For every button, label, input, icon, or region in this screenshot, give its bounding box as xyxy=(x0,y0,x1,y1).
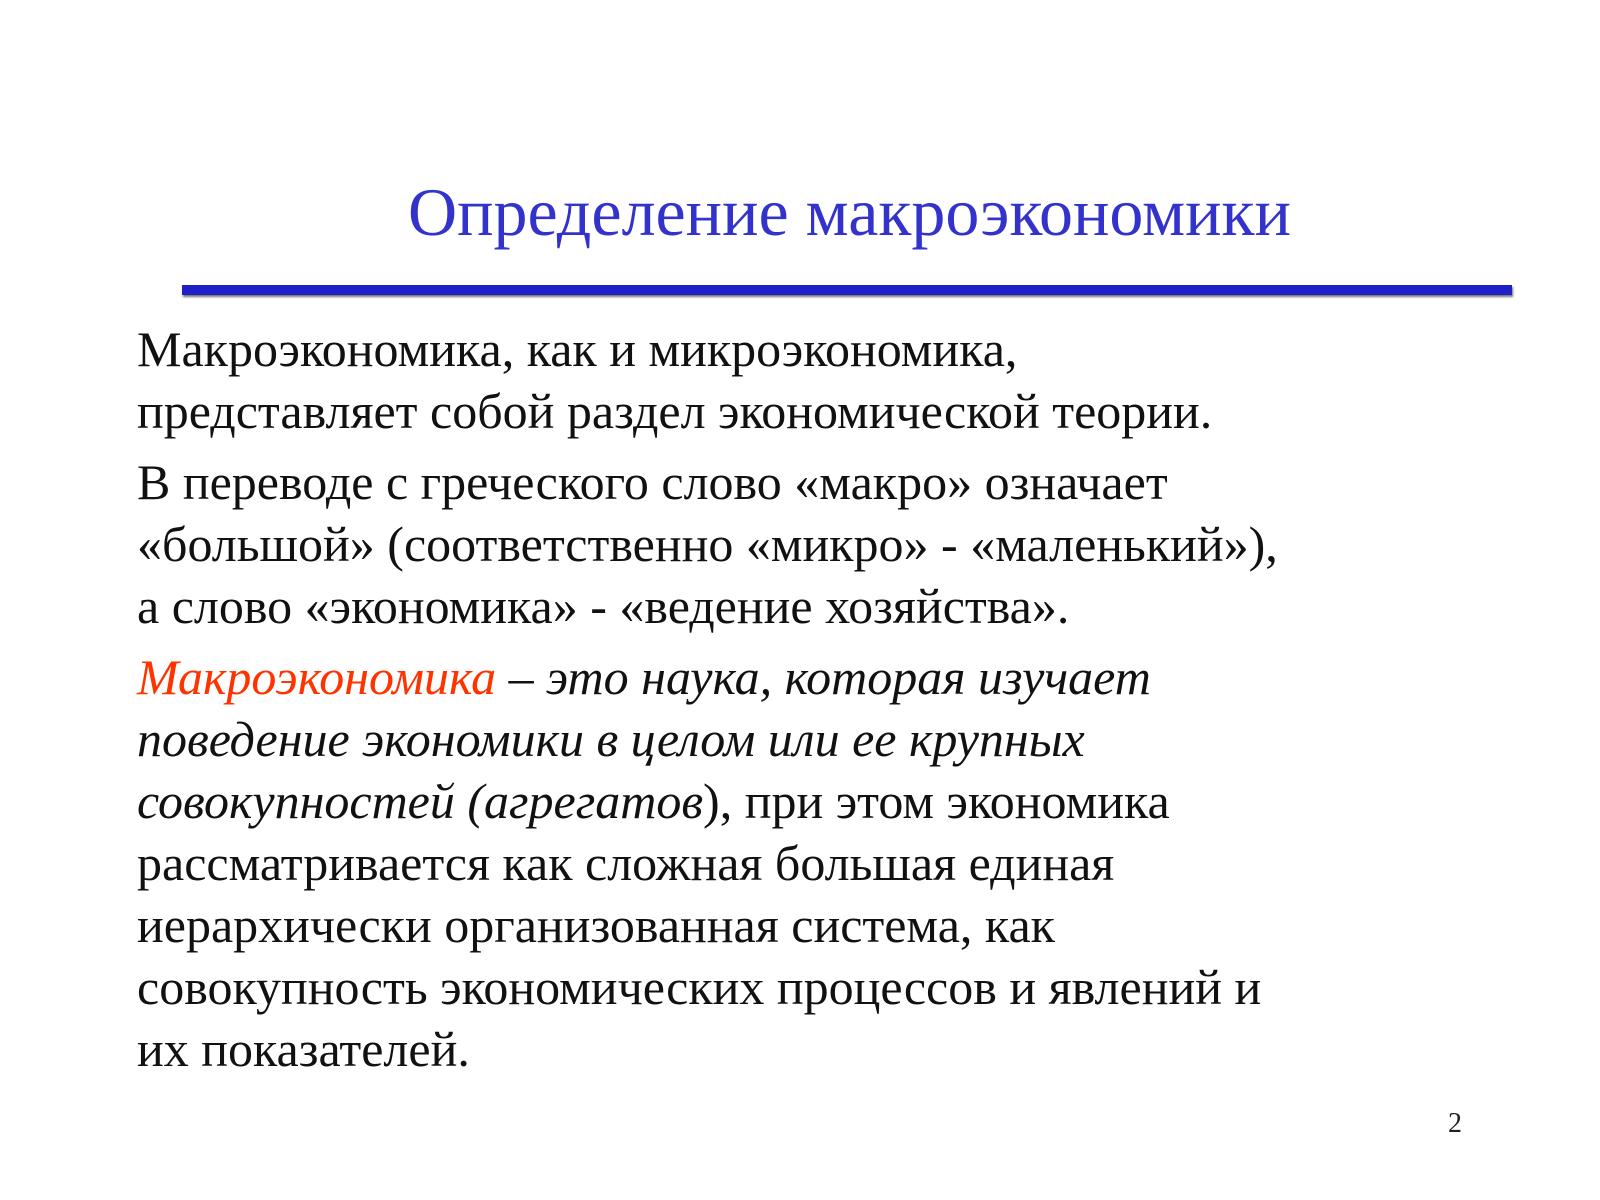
paragraph-1 xyxy=(137,318,1517,442)
page-number: 2 xyxy=(1448,1108,1462,1139)
definition-line-5: иерархически организованная система, как xyxy=(137,897,1055,953)
slide-title: Определение макроэкономики xyxy=(408,174,1291,250)
definition-line-1-rest: – это наука, которая изучает xyxy=(496,649,1151,705)
definition-line-7: их показателей. xyxy=(137,1021,470,1077)
definition-line-6: совокупность экономических процессов и явлений и xyxy=(137,959,1262,1015)
definition-line-2: поведение экономики в целом или ее крупных xyxy=(137,711,1085,767)
paragraph-2 xyxy=(137,451,1517,637)
definition-term: Макроэкономика xyxy=(137,649,497,705)
slide-body xyxy=(137,318,1517,1089)
definition-line-3-italic: совокупностей (агрегатов xyxy=(137,773,704,829)
paragraph-2-line-1: В переводе с греческого слово «макро» означает xyxy=(137,454,1168,510)
paragraph-2-line-2: «большой» (соответственно «микро» - «маленький»), xyxy=(137,516,1278,572)
paragraph-2-line-3: а слово «экономика» - «ведение хозяйства». xyxy=(137,578,1070,634)
definition-line-4: рассматривается как сложная большая единая xyxy=(137,835,1115,891)
definition-paragraph xyxy=(137,646,1517,1080)
paragraph-1-line-1: Макроэкономика, как и микроэкономика, xyxy=(137,321,1018,377)
definition-line-3-rest: ), при этом экономика xyxy=(703,773,1170,829)
definition-line-1 xyxy=(137,646,1517,708)
title-divider xyxy=(182,285,1512,295)
paragraph-1-line-2: представляет собой раздел экономической теории. xyxy=(137,383,1213,439)
definition-line-3 xyxy=(137,770,1517,832)
